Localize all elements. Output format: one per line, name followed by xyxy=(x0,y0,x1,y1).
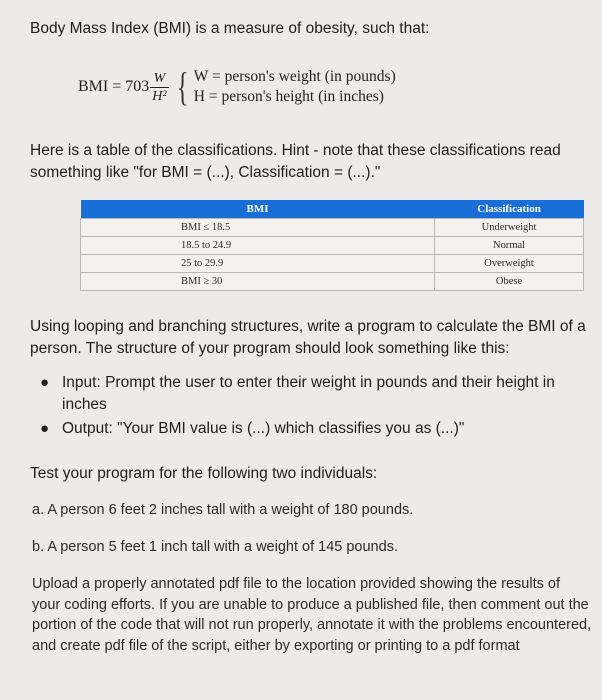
intro-text: Body Mass Index (BMI) is a measure of obesity, such that: xyxy=(30,20,430,37)
bmi-cell: BMI ≤ 18.5 xyxy=(81,219,435,237)
definition-weight: W = person's weight (in pounds) xyxy=(193,68,396,85)
classification-cell: Normal xyxy=(435,237,584,255)
formula-fraction xyxy=(150,70,168,105)
test-intro: Test your program for the following two individuals: xyxy=(30,465,378,482)
table-row xyxy=(81,273,584,291)
table-row xyxy=(81,219,584,237)
definition-height: H = person's height (in inches) xyxy=(193,88,384,105)
table-row xyxy=(81,255,584,273)
bullet-output: Output: "Your BMI value is (...) which classifies you as (...)" xyxy=(62,420,465,437)
header-classification: Classification xyxy=(435,200,584,219)
table-row xyxy=(81,237,584,255)
bmi-cell: BMI ≥ 30 xyxy=(81,273,435,291)
classification-cell: Overweight xyxy=(435,255,584,273)
bullet-icon: ● xyxy=(40,420,50,437)
test-case-a: a. A person 6 feet 2 inches tall with a weight of 180 pounds. xyxy=(32,502,414,518)
classification-cell: Obese xyxy=(435,273,584,291)
upload-instructions: Upload a properly annotated pdf file to the location provided showing the results of your coding efforts. If you are unable to produce a published file, then comment out the portion of the code that will not run properly, annotate it with the problems encountered, and create pdf file of the script, either by exporting or printing to a pdf format xyxy=(32,576,592,654)
instructions-text: Using looping and branching structures, write a program to calculate the BMI of a person. The structure of your program should look something like this: xyxy=(30,318,586,357)
test-case-b: b. A person 5 feet 1 inch tall with a weight of 145 pounds. xyxy=(32,539,398,555)
bmi-classification-table xyxy=(80,200,584,291)
table-header-row xyxy=(81,200,584,219)
bmi-cell: 18.5 to 24.9 xyxy=(81,237,435,255)
bullet-input: Input: Prompt the user to enter their weight in pounds and their height in inches xyxy=(62,374,555,413)
hint-text: Here is a table of the classifications. Hint - note that these classifications read something like "for BMI = (...), Classification = (...)." xyxy=(30,142,561,181)
classification-cell: Underweight xyxy=(435,219,584,237)
formula-lhs: BMI = 703 xyxy=(78,78,150,95)
formula-denominator: H² xyxy=(152,88,167,104)
formula-numerator: W xyxy=(153,70,166,86)
curly-brace: { xyxy=(176,64,188,109)
header-bmi: BMI xyxy=(81,200,435,219)
bmi-cell: 25 to 29.9 xyxy=(81,255,435,273)
bullet-icon: ● xyxy=(40,374,50,391)
formula-definitions xyxy=(194,67,396,107)
bmi-formula xyxy=(78,62,396,112)
list-item xyxy=(30,418,590,440)
bullet-list xyxy=(30,372,590,442)
list-item xyxy=(30,372,590,416)
